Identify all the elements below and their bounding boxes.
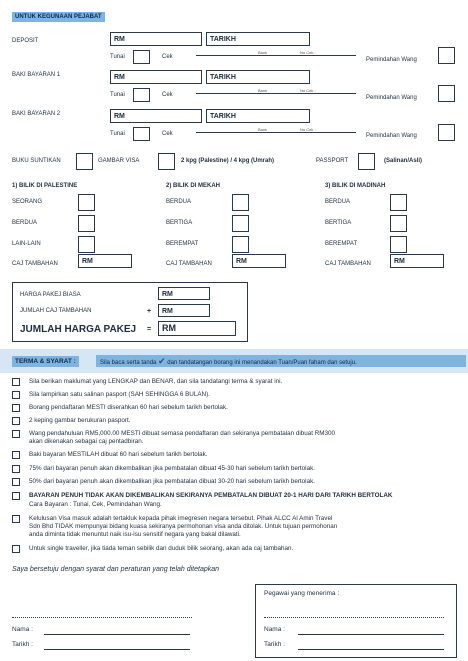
madinah-bertiga-checkbox[interactable] (390, 215, 407, 232)
baki1-bank-label: Bank (258, 88, 268, 93)
terms-note (96, 355, 466, 367)
agreement-text: Saya bersetuju dengan syarat dan peraturan yang telah ditetapkan (12, 566, 220, 573)
baki2-cek-label: Cek (162, 131, 173, 137)
term-text: Borang pendaftaran MESTI diserahkan 60 hari sebelum tarikh bertolak. (29, 404, 228, 411)
term-checkbox[interactable] (12, 465, 20, 473)
deposit-rm-field[interactable]: RM (110, 32, 202, 46)
customer-tarikh-line[interactable] (44, 649, 190, 650)
term-text: Cara Bayaran : Tunai, Cek, Pemindahan Wang. (29, 501, 162, 508)
officer-nama-label: Nama : (264, 626, 285, 633)
officer-tarikh-line[interactable] (298, 649, 444, 650)
mekah-berempat-checkbox[interactable] (232, 236, 249, 253)
baki1-label: BAKI BAYARAN 1 (12, 72, 61, 78)
room-madinah-title: 3) BILIK DI MADINAH (325, 183, 386, 189)
palestine-opt-berdua: BERDUA (12, 220, 38, 226)
deposit-tarikh-field[interactable]: TARIKH (206, 32, 310, 46)
baki2-pemindahan-checkbox[interactable] (438, 124, 455, 141)
baki2-label: BAKI BAYARAN 2 (12, 111, 61, 117)
term-text: Wang pendahuluan RM5,000.00 MESTI dibuat semasa pendaftaran dan sekiranya pembatalan dibuat RM300 (29, 430, 336, 437)
baki1-tunai-label: Tunai (110, 92, 125, 98)
deposit-bank-line (196, 55, 356, 56)
officer-tarikh-label: Tarikh : (264, 641, 285, 648)
office-use-header: UNTUK KEGUNAAN PEJABAT (12, 12, 105, 22)
term-text: Kelulusan Visa masuk adalah tertakluk kepada pihak imegresen negara tersebut. Pihak ALCC Al Amin Travel (29, 515, 333, 522)
buku-suntikan-checkbox[interactable] (76, 153, 93, 170)
baki2-nocek-label: No Cek : (300, 127, 316, 132)
harga-equals-sign: = (147, 326, 152, 333)
kpg-label: 2 kpg (Palestine) / 4 kpg (Umrah) (181, 158, 275, 164)
term-text: Sila berikan maklumat yang LENGKAP dan BENAR, dan sila tandatangi terma & syarat ini. (29, 378, 283, 385)
baki2-bank-label: Bank (258, 127, 268, 132)
term-text: 75% dari bayaran penuh akan dikembalikan jika pembatalan dibuat 45-30 hari sebelum tarikh bertolak. (29, 465, 315, 472)
palestine-caj-field[interactable]: RM (78, 254, 132, 268)
harga-caj-field[interactable]: RM (158, 304, 210, 317)
baki1-pemindahan-checkbox[interactable] (438, 85, 455, 102)
deposit-label: DEPOSIT (12, 38, 39, 44)
term-checkbox[interactable] (12, 515, 20, 523)
palestine-berdua-checkbox[interactable] (78, 215, 95, 232)
term-text: anda diminta tidak menuntut naik isu-isu sensitif negara yang bakal dilawati. (29, 531, 241, 538)
room-palestine-title: 1) BILIK DI PALESTINE (12, 183, 78, 189)
mekah-caj-label: CAJ TAMBAHAN (166, 261, 212, 267)
terms-note-b: dan tandatangan borang ini menandakan Tuan/Puan faham dan setuju. (167, 360, 357, 366)
term-text: BAYARAN PENUH TIDAK AKAN DIKEMBALIKAN SEKIRANYA PEMBATALAN DIBUAT 20-1 HARI DARI TARIKH BERTOLAK (29, 492, 393, 499)
madinah-opt-berempat: BEREMPAT (325, 241, 358, 247)
palestine-opt-seorang: SEORANG (12, 199, 43, 205)
madinah-berdua-checkbox[interactable] (390, 194, 407, 211)
baki1-cek-label: Cek (162, 92, 173, 98)
madinah-caj-label: CAJ TAMBAHAN (325, 261, 371, 267)
baki2-tarikh-field[interactable]: TARIKH (206, 109, 310, 123)
passport-label: PASSPORT (316, 158, 349, 164)
baki2-pemindahan-label: Pemindahan Wang (366, 133, 417, 139)
term-checkbox[interactable] (12, 492, 20, 500)
mekah-caj-field[interactable]: RM (232, 254, 286, 268)
customer-tarikh-label: Tarikh : (12, 641, 33, 648)
madinah-caj-field[interactable]: RM (390, 254, 444, 268)
term-text: 2 keping gambar berukuran pasport. (29, 417, 131, 424)
harga-plus-sign: + (147, 308, 152, 315)
buku-suntikan-label: BUKU SUNTIKAN (12, 158, 61, 164)
term-text: akan dikenakan sebagai caj pentadbiran. (29, 438, 144, 445)
term-checkbox[interactable] (12, 417, 20, 425)
term-checkbox[interactable] (12, 430, 20, 438)
term-text: 50% dari bayaran penuh akan dikembalikan jika pembatalan dibuat 30-20 hari sebelum tarikh bertolak. (29, 478, 315, 485)
customer-nama-line[interactable] (44, 634, 190, 635)
madinah-opt-berdua: BERDUA (325, 199, 351, 205)
term-text: Untuk single traveller, jika tiada teman sebilik dan duduk bilik seorang, akan ada caj tambahan. (29, 545, 294, 552)
term-text: Sila lampirkan satu salinan pasport (SAH SEHINGGA 6 BULAN). (29, 391, 210, 398)
baki1-pemindahan-label: Pemindahan Wang (366, 95, 417, 101)
deposit-pemindahan-checkbox[interactable] (438, 47, 455, 64)
term-checkbox[interactable] (12, 451, 20, 459)
deposit-tunai-checkbox[interactable] (133, 50, 150, 64)
terms-title: TERMA & SYARAT : (12, 356, 79, 367)
deposit-nocek-label: No Cek : (300, 50, 316, 55)
deposit-pemindahan-label: Pemindahan Wang (366, 57, 417, 63)
deposit-tunai-label: Tunai (110, 54, 125, 60)
gambar-visa-checkbox[interactable] (158, 153, 175, 170)
term-checkbox[interactable] (12, 391, 20, 399)
harga-biasa-label: HARGA PAKEJ BIASA (20, 292, 81, 298)
palestine-seorang-checkbox[interactable] (78, 194, 95, 211)
officer-signature-line[interactable] (264, 617, 444, 618)
harga-caj-label: JUMLAH CAJ TAMBAHAN (20, 308, 92, 314)
gambar-visa-label: GAMBAR VISA (98, 158, 140, 164)
baki1-bank-line (196, 93, 356, 94)
baki2-tunai-checkbox[interactable] (133, 127, 150, 141)
palestine-lain-checkbox[interactable] (78, 236, 95, 253)
harga-biasa-field[interactable]: RM (158, 287, 210, 300)
check-mark-icon: ✔ (158, 356, 166, 366)
harga-jumlah-label: JUMLAH HARGA PAKEJ (20, 324, 137, 335)
baki1-tunai-checkbox[interactable] (133, 88, 150, 102)
customer-nama-label: Nama : (12, 626, 33, 633)
mekah-opt-berdua: BERDUA (166, 199, 192, 205)
mekah-berdua-checkbox[interactable] (232, 194, 249, 211)
mekah-bertiga-checkbox[interactable] (232, 215, 249, 232)
baki2-rm-field[interactable]: RM (110, 109, 202, 123)
salinan-label: (Salinan/Asli) (384, 158, 423, 164)
term-text: Baki bayaran MESTILAH dibuat 60 hari sebelum tarikh bertolak. (29, 451, 208, 458)
term-checkbox[interactable] (12, 378, 20, 386)
deposit-cek-label: Cek (162, 54, 173, 60)
palestine-caj-label: CAJ TAMBAHAN (12, 261, 58, 267)
terms-note-a: Sila baca serta tanda (100, 360, 157, 366)
officer-nama-line[interactable] (298, 634, 444, 635)
palestine-opt-lain: LAIN-LAIN (12, 241, 41, 247)
officer-label: Pegawai yang menerima : (264, 590, 340, 597)
mekah-opt-bertiga: BERTIGA (166, 220, 193, 226)
passport-checkbox[interactable] (358, 153, 375, 170)
harga-jumlah-field[interactable]: RM (158, 321, 236, 336)
deposit-bank-label: Bank (258, 50, 268, 55)
baki1-nocek-label: No Cek : (300, 88, 316, 93)
term-checkbox[interactable] (12, 404, 20, 412)
baki1-rm-field[interactable]: RM (110, 70, 202, 84)
mekah-opt-berempat: BEREMPAT (166, 241, 199, 247)
customer-signature-line[interactable] (12, 617, 192, 618)
term-text: Sdn Bhd TIDAK mempunyai bidang kuasa sekiranya permohonan visa anda ditolak. Untuk tujuan permohonan (29, 523, 338, 530)
room-mekah-title: 2) BILIK DI MEKAH (166, 183, 220, 189)
madinah-opt-bertiga: BERTIGA (325, 220, 352, 226)
baki2-tunai-label: Tunai (110, 131, 125, 137)
baki1-tarikh-field[interactable]: TARIKH (206, 70, 310, 84)
term-checkbox[interactable] (12, 545, 20, 553)
baki2-bank-line (196, 132, 356, 133)
term-checkbox[interactable] (12, 478, 20, 486)
madinah-berempat-checkbox[interactable] (390, 236, 407, 253)
